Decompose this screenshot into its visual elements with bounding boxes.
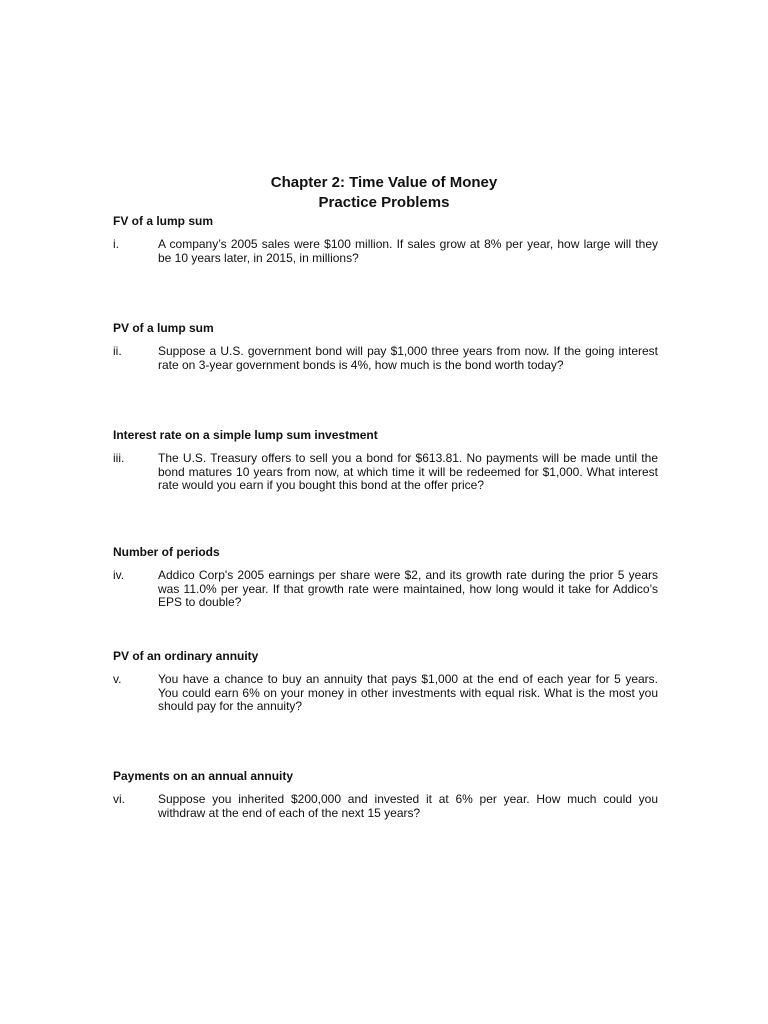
section-heading-number-of-periods: Number of periods — [113, 545, 220, 559]
section-heading-pv-lump-sum: PV of a lump sum — [113, 321, 214, 335]
problem-item — [113, 238, 658, 265]
problem-text: The U.S. Treasury offers to sell you a bond for $613.81. No payments will be made until the bond matures 10 years from now, at which time it will be redeemed for $1,000. What interest rate would you earn if you bought this bond at the offer price? — [158, 451, 658, 492]
section-heading-pv-ordinary-annuity: PV of an ordinary annuity — [113, 649, 259, 663]
problem-text: Suppose a U.S. government bond will pay $1,000 three years from now. If the going interest rate on 3-year government bonds is 4%, how much is the bond worth today? — [158, 344, 658, 372]
problem-text: Addico Corp's 2005 earnings per share were $2, and its growth rate during the prior 5 years was 11.0% per year. If that growth rate were maintained, how long would it take for Addico’s EPS to double? — [158, 568, 658, 609]
problem-item — [113, 569, 658, 610]
document-subtitle: Practice Problems — [318, 194, 450, 211]
problem-text: A company’s 2005 sales were $100 million. If sales grow at 8% per year, how large will they be 10 years later, in 2015, in millions? — [158, 237, 658, 265]
section-heading-payments-annual-annuity: Payments on an annual annuity — [113, 769, 294, 783]
problem-numeral: vi. — [113, 792, 125, 806]
problem-numeral: iv. — [113, 568, 125, 582]
problem-item — [113, 793, 658, 820]
problem-item — [113, 452, 658, 493]
problem-item — [113, 345, 658, 372]
problem-numeral: i. — [113, 237, 119, 251]
problem-item — [113, 673, 658, 714]
problem-numeral: iii. — [113, 451, 125, 465]
problem-numeral: ii. — [113, 344, 122, 358]
problem-text: Suppose you inherited $200,000 and invested it at 6% per year. How much could you withdraw at the end of each of the next 15 years? — [158, 792, 658, 820]
document-title: Chapter 2: Time Value of Money — [270, 174, 498, 191]
section-heading-interest-rate: Interest rate on a simple lump sum investment — [113, 428, 378, 442]
section-heading-fv-lump-sum: FV of a lump sum — [113, 214, 214, 228]
problem-numeral: v. — [113, 672, 122, 686]
problem-text: You have a chance to buy an annuity that pays $1,000 at the end of each year for 5 years. You could earn 6% on your money in other investments with equal risk. What is the most you should pay for the annuity? — [158, 672, 658, 713]
